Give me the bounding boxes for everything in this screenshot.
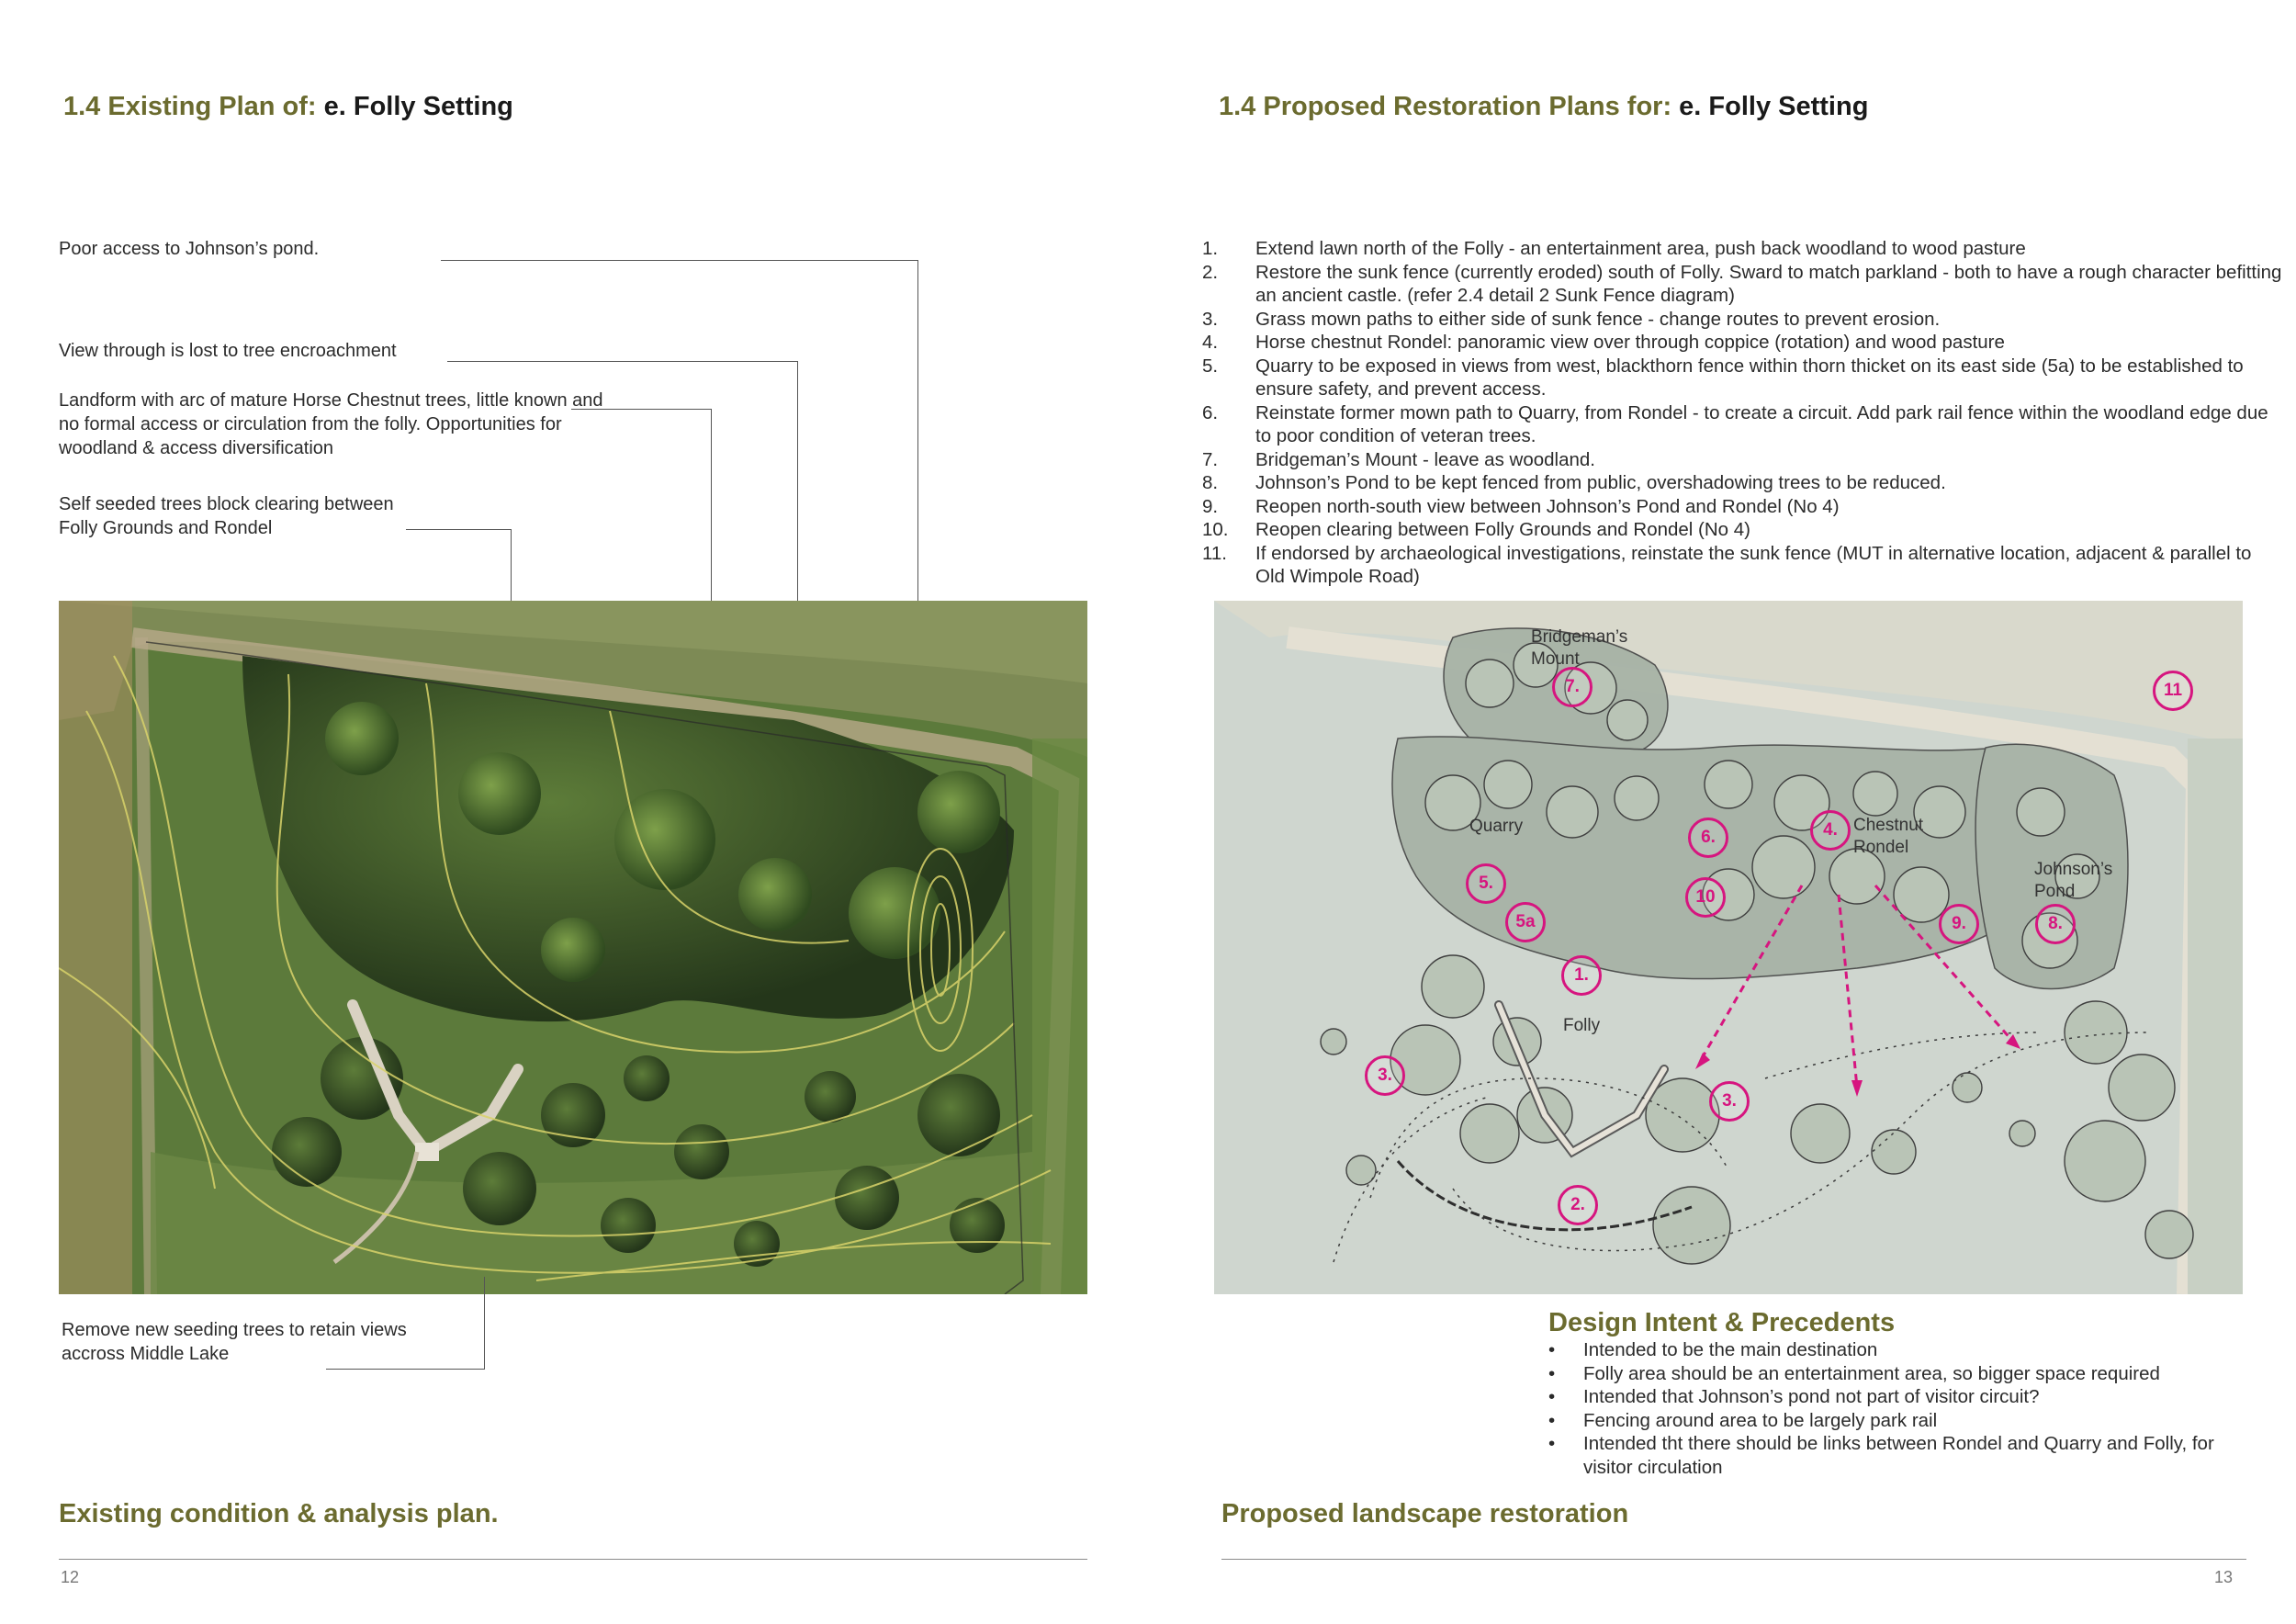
label-folly: Folly: [1563, 1016, 1601, 1035]
list-item: 1. Extend lawn north of the Folly - an entertainment area, push back woodland to wood pasture: [1202, 238, 2026, 259]
note-remove-seeding: Remove new seeding trees to retain views accross Middle Lake: [62, 1320, 407, 1364]
footer-divider: [1221, 1559, 2246, 1560]
aerial-image: [59, 601, 1087, 1294]
leader-line: [441, 260, 918, 261]
list-item: • Folly area should be an entertainment area, so bigger space required: [1548, 1362, 2265, 1386]
page-number: 13: [2214, 1568, 2234, 1586]
marker-4: 4.: [1810, 810, 1851, 851]
footer-title: Proposed landscape restoration: [1221, 1499, 1629, 1528]
title-prefix: 1.4 Proposed Restoration Plans for:: [1219, 92, 1672, 121]
list-item: 2. Restore the sunk fence (currently eroded) south of Folly. Sward to match parkland - both to have a rough character befitting an ancient castle. (refer 2.4 detail 2 Sunk Fence diagram): [1202, 261, 2282, 306]
marker-5a: 5a: [1505, 902, 1546, 942]
marker-5: 5.: [1466, 863, 1506, 904]
note-view-lost: View through is lost to tree encroachment: [59, 341, 397, 361]
list-item: 9. Reopen north-south view between Johnson’s Pond and Rondel (No 4): [1202, 495, 1840, 517]
marker-1: 1.: [1561, 955, 1602, 996]
leader-line: [406, 529, 512, 530]
label-chestnut-rondel: Chestnut Rondel: [1853, 816, 1924, 857]
marker-11: 11: [2153, 671, 2193, 711]
footer-title: Existing condition & analysis plan.: [59, 1499, 499, 1528]
note-johnsons-pond: Poor access to Johnson’s pond.: [59, 239, 320, 259]
list-item: 7. Bridgeman’s Mount - leave as woodland.: [1202, 448, 1595, 470]
page-number: 12: [61, 1568, 80, 1586]
title-suffix: e. Folly Setting: [323, 92, 513, 121]
list-item: 3. Grass mown paths to either side of sunk fence - change routes to prevent erosion.: [1202, 308, 1941, 330]
plan-drawing: [1214, 601, 2243, 1294]
list-item: • Intended to be the main destination: [1548, 1338, 2265, 1362]
footer-divider: [59, 1559, 1087, 1560]
label-bridgemans-mount: Bridgeman’s Mount: [1531, 627, 1628, 669]
leader-line: [571, 409, 711, 410]
list-item: • Intended tht there should be links between Rondel and Quarry and Folly, for visitor circulation: [1548, 1432, 2265, 1479]
list-item: • Intended that Johnson’s pond not part of visitor circuit?: [1548, 1385, 2265, 1409]
list-item: 8. Johnson’s Pond to be kept fenced from public, overshadowing trees to be reduced.: [1202, 472, 1946, 493]
leader-line: [484, 1277, 485, 1369]
leader-line: [447, 361, 798, 362]
marker-6: 6.: [1688, 818, 1728, 858]
list-item: 5. Quarry to be exposed in views from west, blackthorn fence within thorn thicket on its east side (5a) to be established to ensure safety, and prevent access.: [1202, 355, 2244, 400]
title-suffix: e. Folly Setting: [1679, 92, 1869, 121]
design-intent-title: Design Intent & Precedents: [1548, 1308, 1896, 1337]
marker-7: 7.: [1552, 667, 1593, 707]
list-item: • Fencing around area to be largely park rail: [1548, 1409, 2265, 1433]
label-quarry: Quarry: [1469, 817, 1524, 836]
leader-line: [326, 1369, 485, 1370]
restoration-list: [1202, 237, 2286, 589]
marker-9: 9.: [1939, 904, 1979, 944]
right-page: [1148, 0, 2296, 1624]
marker-3: 3.: [1365, 1055, 1405, 1096]
page-title: [1219, 92, 1868, 122]
label-johnsons-pond: Johnson’s Pond: [2034, 860, 2113, 901]
marker-10: 10: [1685, 877, 1726, 918]
list-item: 10. Reopen clearing between Folly Grounds and Rondel (No 4): [1202, 519, 1751, 540]
list-item: 4. Horse chestnut Rondel: panoramic view over through coppice (rotation) and wood pasture: [1202, 332, 2005, 353]
design-intent-list: [1548, 1338, 2265, 1479]
note-self-seeded: Self seeded trees block clearing between Folly Grounds and Rondel: [59, 494, 394, 538]
page-title: [63, 92, 513, 122]
proposed-restoration-plan: [1214, 601, 2243, 1294]
existing-aerial-plan: [59, 601, 1087, 1294]
title-prefix: 1.4 Existing Plan of:: [63, 92, 317, 121]
list-item: 11. If endorsed by archaeological investigations, reinstate the sunk fence (MUT in alternative location, adjacent & parallel to Old Wimpole Road): [1202, 542, 2252, 587]
marker-3: 3.: [1709, 1081, 1750, 1122]
marker-8: 8.: [2035, 904, 2076, 944]
marker-2: 2.: [1558, 1185, 1598, 1225]
list-item: 6. Reinstate former mown path to Quarry, from Rondel - to create a circuit. Add park rail fence within the woodland edge due to poor condition of veteran trees.: [1202, 401, 2268, 446]
note-landform: Landform with arc of mature Horse Chestnut trees, little known and no formal access or circulation from the folly. Opportunities for woodland & access diversification: [59, 390, 603, 458]
